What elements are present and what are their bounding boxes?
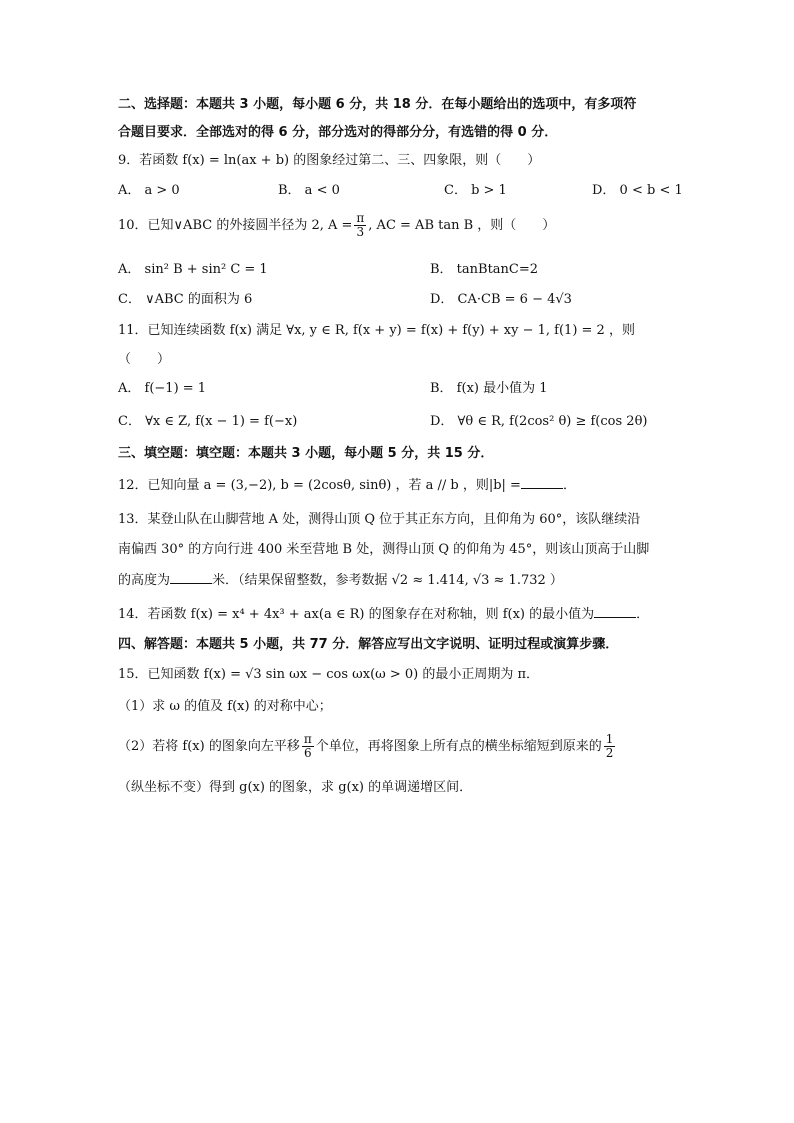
q15-fraction-2 bbox=[604, 733, 616, 760]
q13-line3-post: 米．（结果保留整数，参考数据 √2 ≈ 1.414, √3 ≈ 1.732 ） bbox=[212, 573, 563, 588]
section-2-header-line2: 合题目要求．全部选对的得 6 分，部分选对的得部分分，有选错的得 0 分． bbox=[118, 125, 558, 140]
q12-answer-blank[interactable] bbox=[521, 478, 563, 489]
q13-line2: 南偏西 30° 的方向行进 400 米至营地 B 处，测得山顶 Q 的仰角为 45°，则该山顶高于山脚 bbox=[118, 542, 650, 557]
section-3-header: 三、填空题：填空题：本题共 3 小题，每小题 5 分，共 15 分． bbox=[118, 446, 494, 461]
q11-stem: 11．已知连续函数 f(x) 满足 ∀x, y ∈ R, f(x + y) = f(x) + f(y) + xy − 1, f(1) = 2 ，则 bbox=[118, 323, 635, 338]
q13-line1: 13．某登山队在山脚营地 A 处，测得山顶 Q 位于其正东方向，且仰角为 60°，该队继续沿 bbox=[118, 512, 641, 527]
q11-option-b: B． f(x) 最小值为 1 bbox=[430, 381, 548, 396]
q9-stem: 9．若函数 f(x) = ln(ax + b) 的图象经过第二、三、四象限，则（ ） bbox=[118, 153, 541, 168]
q13-line3 bbox=[118, 573, 563, 587]
q10-option-c: C． ∨ABC 的面积为 6 bbox=[118, 292, 253, 307]
q10-option-d: D． CA·CB = 6 − 4√3 bbox=[430, 292, 572, 307]
q11-option-a: A． f(−1) = 1 bbox=[118, 381, 207, 396]
q9-option-a: A． a > 0 bbox=[118, 183, 180, 198]
q11-option-c: C． ∀x ∈ Z, f(x − 1) = f(−x) bbox=[118, 414, 298, 429]
q15-fraction-2-num: 1 bbox=[605, 732, 614, 746]
q14 bbox=[118, 607, 649, 621]
q15-stem: 15．已知函数 f(x) = √3 sin ωx − cos ωx(ω > 0) 的最小正周期为 π． bbox=[118, 667, 540, 682]
q10-stem bbox=[118, 212, 555, 239]
q15-part2 bbox=[118, 733, 617, 760]
q9-option-d: D． 0 < b < 1 bbox=[592, 183, 683, 198]
q13-answer-blank[interactable] bbox=[170, 573, 212, 584]
q15-part2-cont: （纵坐标不变）得到 g(x) 的图象，求 g(x) 的单调递增区间． bbox=[118, 780, 473, 795]
q12-end: ． bbox=[562, 478, 576, 493]
q12 bbox=[118, 478, 576, 492]
q14-answer-blank[interactable] bbox=[594, 607, 636, 618]
section-2-header-line1: 二、选择题：本题共 3 小题，每小题 6 分，共 18 分．在每小题给出的选项中，有多项符 bbox=[118, 97, 637, 112]
q10-stem-post: , AC = AB tan B ，则（ ） bbox=[368, 218, 556, 234]
q10-fraction-num: π bbox=[356, 211, 365, 225]
q14-end: ． bbox=[636, 607, 650, 622]
q12-text: 12．已知向量 a = (3,−2), b = (2cosθ, sinθ) ，若 a // b ，则|b| = bbox=[118, 478, 521, 493]
q15-fraction-1-num: π bbox=[303, 732, 312, 746]
q9-option-c: C． b > 1 bbox=[444, 183, 507, 198]
q10-stem-pre: 10．已知∨ABC 的外接圆半径为 2, A = bbox=[118, 218, 353, 234]
q15-part1: （1）求 ω 的值及 f(x) 的对称中心； bbox=[118, 699, 332, 714]
q13-line3-pre: 的高度为 bbox=[118, 573, 171, 588]
q15-fraction-2-den: 2 bbox=[605, 746, 614, 761]
q11-option-d: D． ∀θ ∈ R, f(2cos² θ) ≥ f(cos 2θ) bbox=[430, 414, 648, 429]
q10-option-b: B． tanBtanC=2 bbox=[430, 262, 539, 277]
q10-option-a: A． sin² B + sin² C = 1 bbox=[118, 262, 268, 277]
section-4-header: 四、解答题：本题共 5 小题，共 77 分．解答应写出文字说明、证明过程或演算步骤． bbox=[118, 637, 619, 652]
q15-fraction-1 bbox=[302, 733, 314, 760]
q15-part2-mid: 个单位，再将图象上所有点的横坐标缩短到原来的 bbox=[315, 739, 602, 755]
q10-fraction-den: 3 bbox=[356, 225, 365, 240]
q10-fraction bbox=[354, 212, 366, 239]
q14-text: 14．若函数 f(x) = x⁴ + 4x³ + ax(a ∈ R) 的图象存在对称轴，则 f(x) 的最小值为 bbox=[118, 607, 595, 622]
q9-option-b: B． a < 0 bbox=[278, 183, 340, 198]
q11-stem-line2: （ ） bbox=[118, 352, 171, 367]
q15-fraction-1-den: 6 bbox=[303, 746, 312, 761]
q15-part2-pre: （2）若将 f(x) 的图象向左平移 bbox=[118, 739, 300, 755]
